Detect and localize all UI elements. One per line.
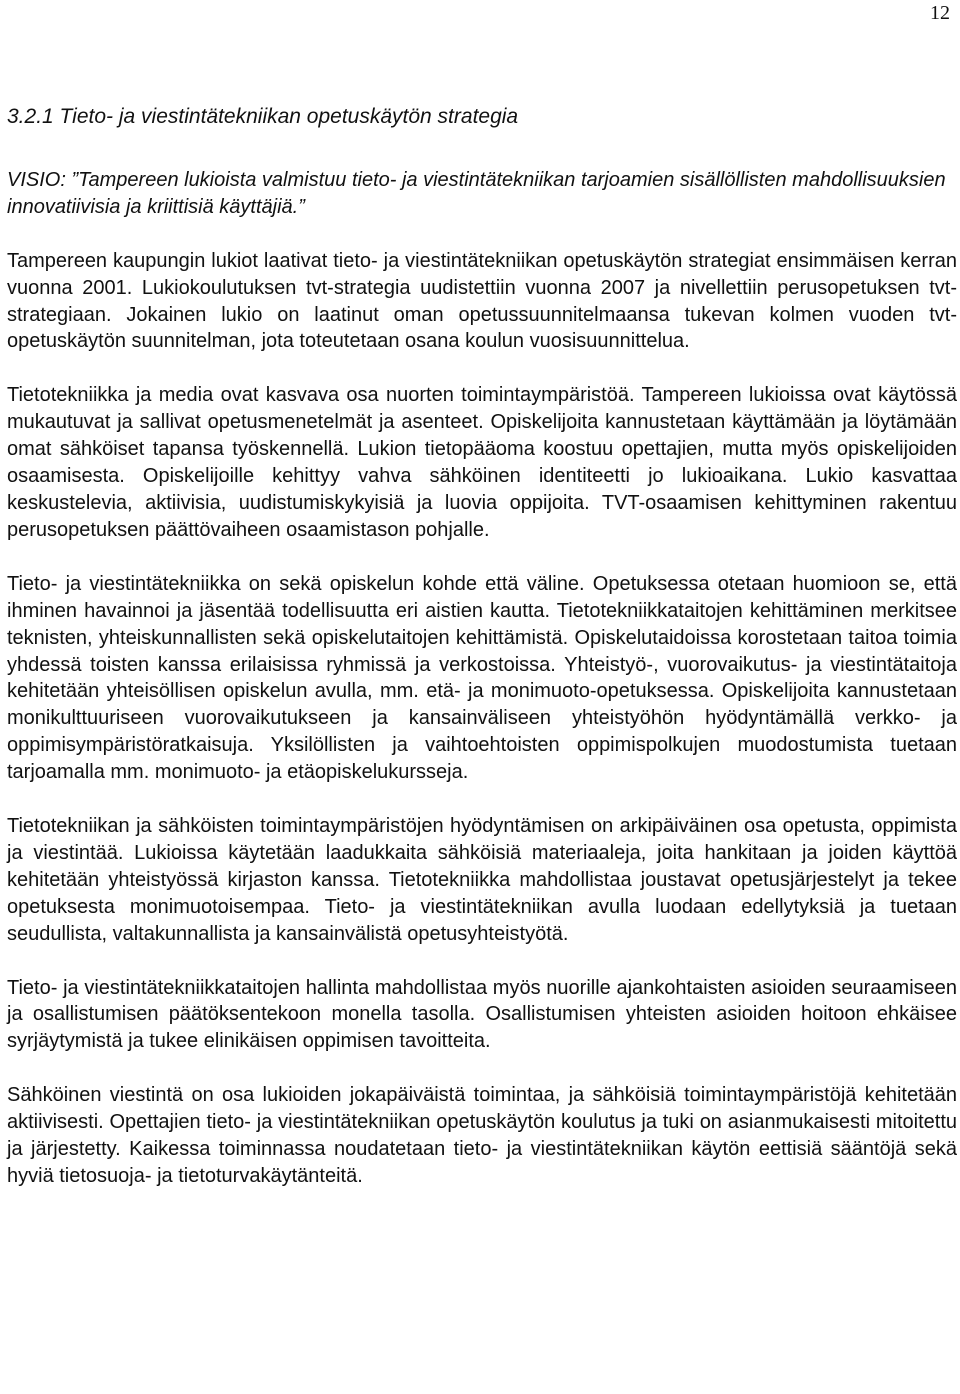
paragraph: Tietotekniikan ja sähköisten toimintaympäristöjen hyödyntämisen on arkipäiväinen osa opetusta, oppimista ja viestintää. Lukioissa käytetään laadukkaita sähköisiä materiaaleja, joita hankitaan ja joiden käyttöä kehitetään yhteistyössä kirjaston kanssa. Tietotekniikka mahdollistaa joustavat opetusjärjestelyt ja tekee opetuksesta monimuotoisempaa. Tieto- ja viestintätekniikan avulla luodaan edellytyksiä ja tuetaan seudullista, valtakunnallista ja kansainvälistä opetusyhteistyötä. <box>7 815 957 945</box>
vision-statement: VISIO: ”Tampereen lukioista valmistuu tieto- ja viestintätekniikan tarjoamien sisällöllisten mahdollisuuksien innovatiivisia ja kriittisiä käyttäjiä.” <box>7 168 946 218</box>
page-content <box>7 104 957 1217</box>
paragraph: Sähköinen viestintä on osa lukioiden jokapäiväistä toimintaa, ja sähköisiä toimintaympäristöjä kehitetään aktiivisesti. Opettajien tieto- ja viestintätekniikan opetuskäytön koulutus ja tuki on asianmukaisesti mitoitettu ja järjestetty. Kaikessa toiminnassa noudatetaan tieto- ja viestintätekniikan käytön eettisiä sääntöjä sekä hyviä tietosuoja- ja tietoturvakäytänteitä. <box>7 1084 957 1187</box>
paragraph: Tieto- ja viestintätekniikka on sekä opiskelun kohde että väline. Opetuksessa otetaan huomioon se, että ihminen havainnoi ja jäsentää todellisuutta eri aistien kautta. Tietotekniikkataitojen kehittäminen merkitsee teknisten, yhteiskunnallisten sekä opiskelutaitojen kehittämistä. Opiskelutaidoissa korostetaan taitoa toimia yhdessä toisten kanssa erilaisissa ryhmissä ja verkostoissa. Yhteistyö-, vuorovaikutus- ja viestintätaitoja kehitetään yhteisöllisen opiskelun avulla, mm. etä- ja monimuoto-opetuksessa. Opiskelijoita kannustetaan monikulttuuriseen vuorovaikutukseen ja kansainväliseen yhteistyöhön hyödyntämällä verkko- ja oppimisympäristöratkaisuja. Yksilöllisten ja vaihtoehtoisten oppimispolkujen muodostumista tuetaan tarjoamalla mm. monimuoto- ja etäopiskelukursseja. <box>7 572 957 784</box>
section-heading: 3.2.1 Tieto- ja viestintätekniikan opetuskäytön strategia <box>7 105 519 128</box>
paragraph: Tieto- ja viestintätekniikkataitojen hallinta mahdollistaa myös nuorille ajankohtaisten asioiden seuraamiseen ja osallistumisen päätöksentekoon monella tasolla. Osallistumisen yhteisten asioiden hoitoon ehkäisee syrjäytymistä ja tukee elinikäisen oppimisen tavoitteita. <box>7 976 957 1053</box>
paragraph: Tietotekniikka ja media ovat kasvava osa nuorten toimintaympäristöä. Tampereen lukioissa ovat käytössä mukautuvat ja sallivat opetusmenetelmät ja asenteet. Opiskelijoita kannustetaan käyttämään ja löytämään omat sähköiset tapansa työskennellä. Lukion tietopääoma koostuu opettajien, mutta myös opiskelijoiden osaamisesta. Opiskelijoille kehittyy vahva sähköinen identiteetti jo lukioaikana. Lukio kasvattaa keskustelevia, aktiivisia, uudistumiskykyisiä ja luovia oppijoita. TVT-osaamisen kehittyminen rakentuu perusopetuksen päättövaiheen osaamistason pohjalle. <box>7 384 957 541</box>
paragraph: Tampereen kaupungin lukiot laativat tieto- ja viestintätekniikan opetuskäytön strategiat ensimmäisen kerran vuonna 2001. Lukiokoulutuksen tvt-strategia uudistettiin vuonna 2007 ja nivellettiin perusopetuksen tvt-strategiaan. Jokainen lukio on laatinut oman opetussuunnitelmaansa tukevan kolmen vuoden tvt-opetuskäytön suunnitelman, jota toteutetaan osana koulun vuosisuunnittelua. <box>7 249 957 353</box>
page-number: 12 <box>930 2 950 24</box>
